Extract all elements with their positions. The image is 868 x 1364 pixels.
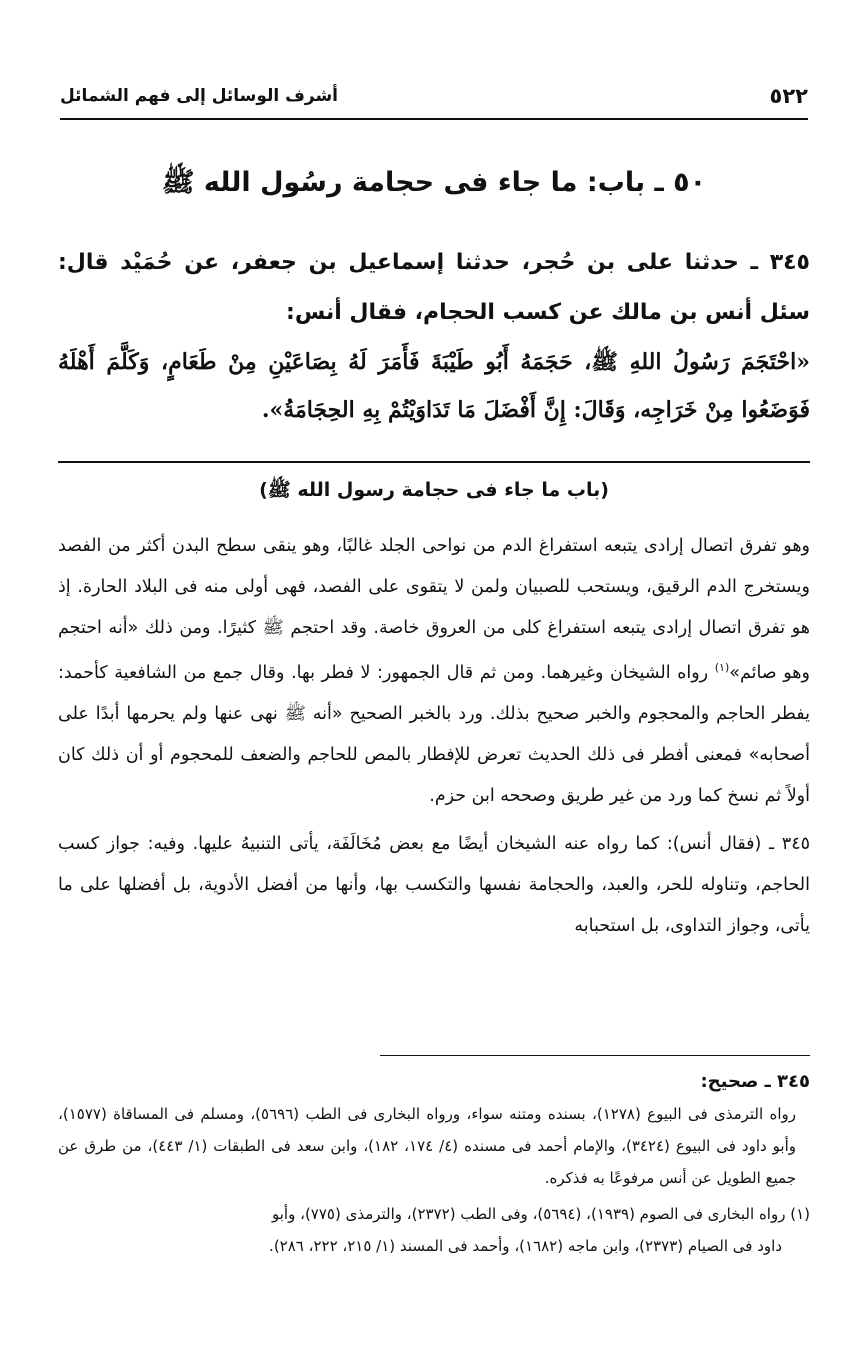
- hadith-grade-text: رواه الترمذى فى البيوع (١٢٧٨)، بسنده ومتنه سواء، ورواه البخارى فى الطب (٥٦٩٦)، ومسلم فى المساقاة (١٥٧٧)، وأبو داود فى البيوع (٣٤٢٤)، والإمام أحمد فى مسنده (٤/ ١٧٤، ١٨٢)، وابن سعد فى الطبقات (١/ ٤٤٣)، من طرق عن جميع الطويل عن أنس مرفوعًا به فذكره.: [58, 1105, 796, 1187]
- commentary-text: وهو تفرق اتصال إرادى يتبعه استفراغ الدم من نواحى الجلد غالبًا، وهو ينقى سطح البدن أكثر من الفصد ويستخرج الدم الرقيق، ويستحب للصبيان ولمن لا يتقوى على الفصد، فهى أولى منه فى البلاد الحارة. إذ هو تفرق اتصال إرادى يتبعه استفراغ كلى من العروق خاصة. وقد احتجم ﷺ كثيرًا. ومن ذلك «أنه احتجم وهو صائم»: [58, 536, 810, 684]
- commentary-body: [58, 526, 810, 947]
- header-divider: [60, 118, 808, 120]
- footnote-ref[interactable]: (١): [714, 661, 730, 675]
- hadith-grade-heading: ٣٤٥ ـ صحيح:: [700, 1071, 810, 1092]
- hadith-isnad: ٣٤٥ ـ حدثنا على بن حُجر، حدثنا إسماعيل بن جعفر، عن حُمَيْد قال: سئل أنس بن مالك عن كسب الحجام، فقال أنس:: [58, 250, 810, 325]
- section-divider: [58, 461, 810, 463]
- hadith-matn: «احْتَجَمَ رَسُولُ اللهِ ﷺ، حَجَمَهُ أَبُو طَيْبَةَ فَأَمَرَ لَهُ بِصَاعَيْنِ مِنْ طَعَامٍ، وَكَلَّمَ أَهْلَهُ فَوَضَعُوا مِنْ خَرَاجِه، وَقَالَ: إِنَّ أَفْضَلَ مَا تَدَاوَيْتُمْ بِهِ الحِجَامَةُ».: [58, 349, 810, 423]
- footnotes: [58, 1066, 810, 1262]
- commentary-paragraph: [58, 526, 810, 816]
- chapter-title: ٥٠ ـ باب: ما جاء فى حجامة رسُول الله ﷺ: [161, 167, 707, 198]
- footnote-1: (١) رواه البخارى فى الصوم (١٩٣٩)، (٥٦٩٤)، وفى الطب (٢٣٧٢)، والترمذى (٧٧٥)، وأبو: [272, 1205, 810, 1223]
- commentary-paragraph: ٣٤٥ ـ (فقال أنس): كما رواه عنه الشيخان أيضًا مع بعض مُخَالَفَة، يأتى التنبيهُ عليها. وفيه: جواز كسب الحاجم، وتناوله للحر، والعبد، والحجامة نفسها والتكسب بها، وأنها من أفضل الأدوية، بل أفضلها على ما يأتى، وجواز التداوى، بل استحبابه: [58, 834, 810, 936]
- commentary-title: (باب ما جاء فى حجامة رسول الله ﷺ): [259, 479, 609, 501]
- commentary-text: رواه الشيخان وغيرهما. ومن ثم قال الجمهور: لا فطر بها. وقال جمع من الشافعية كأحمد: يفطر الحاجم والمحجوم والخبر صحيح بذلك. ورد بالخبر الصحيح «أنه ﷺ نهى عنها ولم يحرمها أبدًا على أصحابه» فمعنى أفطر فى ذلك الحديث تعرض للإفطار بالمص للحاجم والضعف للمحجوم أو أن ذلك كان أولاً ثم نسخ كما ورد من غير طريق وصححه ابن حزم.: [58, 663, 810, 806]
- hadith-text: [58, 238, 810, 434]
- footnote-1-continued: داود فى الصيام (٢٣٧٣)، وابن ماجه (١٦٨٢)، وأحمد فى المسند (١/ ٢١٥، ٢٢٢، ٢٨٦).: [269, 1237, 782, 1255]
- footnote-divider: [380, 1055, 810, 1056]
- page-number: ٥٢٢: [769, 84, 808, 108]
- running-header: [60, 84, 808, 114]
- book-title: أشرف الوسائل إلى فهم الشمائل: [60, 86, 339, 106]
